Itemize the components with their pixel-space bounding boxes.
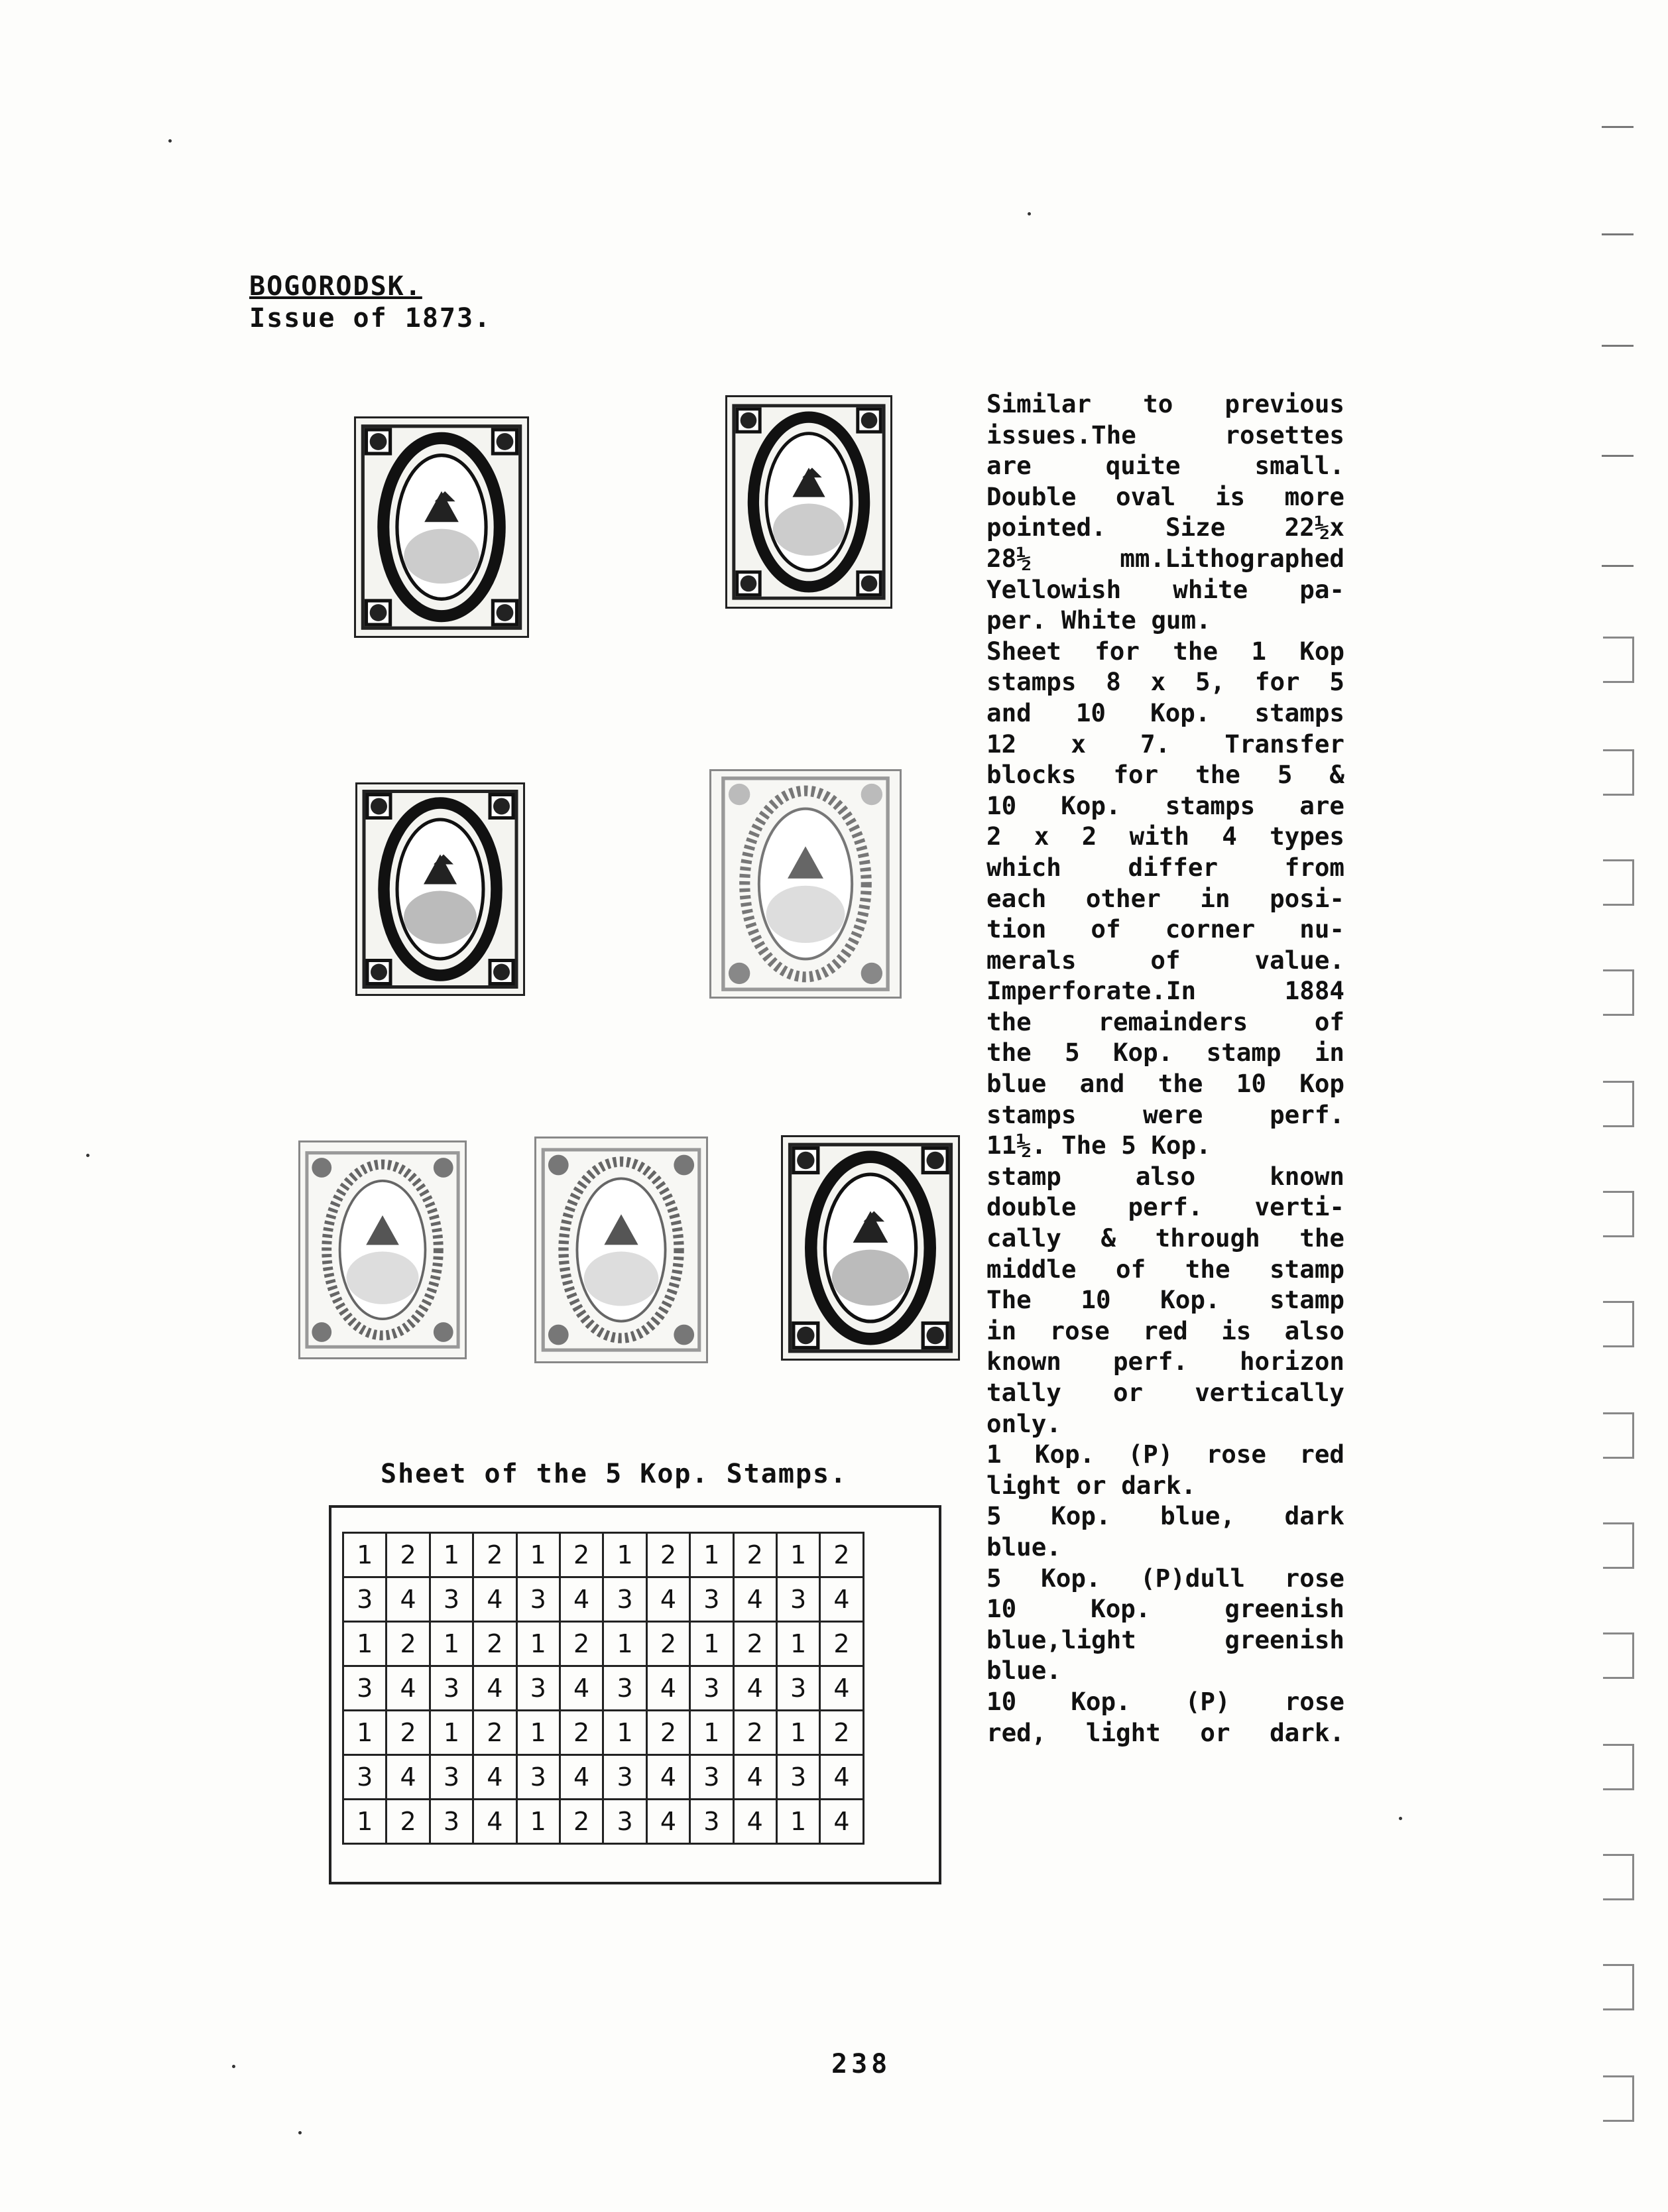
sheet-cell: 4 — [387, 1577, 430, 1622]
sheet-cell: 3 — [690, 1755, 733, 1800]
sheet-cell: 3 — [603, 1577, 646, 1622]
description-line: 11½. The 5 Kop. — [986, 1131, 1211, 1160]
sheet-cell: 4 — [473, 1577, 516, 1622]
scan-speck — [232, 2065, 235, 2068]
margin-tab — [1603, 969, 1634, 1016]
sheet-cell: 2 — [560, 1800, 603, 1844]
description-line: blue and the 10 Kop — [986, 1069, 1344, 1099]
margin-tab — [1603, 1854, 1634, 1900]
sheet-cell: 3 — [603, 1755, 646, 1800]
margin-tab — [1603, 1964, 1634, 2010]
description-line: the remainders of — [986, 1007, 1344, 1036]
margin-tick — [1602, 565, 1634, 567]
sheet-cell: 1 — [516, 1533, 560, 1577]
sheet-cell: 3 — [430, 1666, 473, 1711]
description-line: blue. — [986, 1532, 1061, 1562]
stamp-10-kop-c-illustration — [783, 1137, 958, 1359]
description-line: only. — [986, 1408, 1061, 1438]
sheet-cell: 3 — [343, 1755, 387, 1800]
description-line: The 10 Kop. stamp — [986, 1285, 1344, 1315]
sheet-cell: 4 — [646, 1666, 689, 1711]
stamp-image-5-kop-b — [709, 769, 902, 999]
stamp-image-10-kop-b — [534, 1137, 708, 1363]
description-line: Sheet for the 1 Kop — [986, 636, 1344, 666]
sheet-cell: 2 — [820, 1622, 863, 1666]
description-line: 10 Kop. greenish — [986, 1594, 1344, 1624]
margin-tab — [1603, 749, 1634, 796]
margin-tab — [1603, 1412, 1634, 1459]
sheet-cell: 3 — [603, 1800, 646, 1844]
sheet-cell: 1 — [776, 1800, 819, 1844]
sheet-cell: 2 — [387, 1711, 430, 1755]
stamp-5-kop-b-illustration — [711, 771, 900, 997]
sheet-cell: 2 — [560, 1711, 603, 1755]
margin-tab — [1603, 2075, 1634, 2122]
description-line: each other in posi- — [986, 883, 1344, 913]
sheet-cell: 3 — [343, 1666, 387, 1711]
scan-speck — [168, 139, 172, 143]
heading-block — [249, 271, 491, 334]
scan-speck — [86, 1154, 89, 1157]
sheet-cell: 2 — [733, 1533, 776, 1577]
description-line: the 5 Kop. stamp in — [986, 1038, 1344, 1068]
sheet-row — [343, 1666, 864, 1711]
sheet-cell: 4 — [560, 1666, 603, 1711]
scan-speck — [1028, 212, 1031, 215]
description-line: Double oval is more — [986, 481, 1344, 511]
sheet-cell: 4 — [646, 1800, 689, 1844]
scan-speck — [1399, 1817, 1402, 1820]
scan-speck — [298, 2131, 302, 2134]
sheet-cell: 1 — [343, 1800, 387, 1844]
sheet-row — [343, 1622, 864, 1666]
sheet-cell: 3 — [343, 1577, 387, 1622]
page-subtitle: Issue of 1873. — [249, 303, 492, 334]
margin-tab — [1603, 1301, 1634, 1347]
margin-tick — [1602, 455, 1634, 457]
description-line: 1 Kop. (P) rose red — [986, 1440, 1344, 1469]
description-line: blue,light greenish — [986, 1625, 1344, 1654]
sheet-cell: 4 — [646, 1577, 689, 1622]
sheet-cell: 3 — [430, 1800, 473, 1844]
sheet-cell: 1 — [516, 1711, 560, 1755]
description-line: red, light or dark. — [986, 1717, 1344, 1747]
description-line: which differ from — [986, 852, 1344, 882]
sheet-cell: 2 — [473, 1533, 516, 1577]
sheet-row — [343, 1577, 864, 1622]
sheet-cell: 2 — [733, 1711, 776, 1755]
sheet-cell: 1 — [776, 1622, 819, 1666]
description-line: 12 x 7. Transfer — [986, 729, 1344, 759]
sheet-cell: 3 — [516, 1666, 560, 1711]
sheet-cell: 3 — [430, 1577, 473, 1622]
description-line: stamp also known — [986, 1161, 1344, 1191]
sheet-cell: 4 — [473, 1800, 516, 1844]
stamp-10-kop-b-illustration — [536, 1138, 706, 1361]
description-line: issues.The rosettes — [986, 420, 1344, 450]
description-line: 10 Kop. stamps are — [986, 790, 1344, 820]
description-line: in rose red is also — [986, 1316, 1344, 1345]
sheet-cell: 2 — [387, 1622, 430, 1666]
sheet-cell: 4 — [646, 1755, 689, 1800]
sheet-cell: 1 — [343, 1622, 387, 1666]
sheet-cell: 3 — [776, 1666, 819, 1711]
sheet-cell: 2 — [387, 1800, 430, 1844]
page-title: BOGORODSK. — [249, 271, 422, 302]
sheet-cell: 1 — [603, 1711, 646, 1755]
sheet-cell: 4 — [733, 1755, 776, 1800]
margin-tab — [1603, 1081, 1634, 1127]
description-line: and 10 Kop. stamps — [986, 698, 1344, 727]
sheet-cell: 1 — [603, 1533, 646, 1577]
description-line: 5 Kop. blue, dark — [986, 1501, 1344, 1531]
stamp-1-kop-b-illustration — [727, 397, 890, 607]
sheet-cell: 1 — [430, 1711, 473, 1755]
description-line: known perf. horizon — [986, 1347, 1344, 1377]
description-line: middle of the stamp — [986, 1254, 1344, 1284]
description-line: blue. — [986, 1656, 1061, 1686]
sheet-cell: 3 — [690, 1800, 733, 1844]
sheet-cell: 1 — [516, 1800, 560, 1844]
stamp-1-kop-a-illustration — [356, 418, 527, 636]
sheet-cell: 2 — [646, 1711, 689, 1755]
description-line: Similar to previous — [986, 389, 1344, 418]
margin-tab — [1603, 637, 1634, 683]
sheet-cell: 3 — [430, 1755, 473, 1800]
sheet-cell: 1 — [603, 1622, 646, 1666]
sheet-cell: 1 — [690, 1711, 733, 1755]
margin-tab — [1603, 1191, 1634, 1237]
sheet-cell: 1 — [690, 1622, 733, 1666]
sheet-cell: 1 — [516, 1622, 560, 1666]
sheet-cell: 3 — [603, 1666, 646, 1711]
stamp-image-5-kop-a — [355, 782, 525, 996]
page-number: 238 — [831, 2049, 892, 2079]
sheet-cell: 2 — [473, 1622, 516, 1666]
stamp-5-kop-a-illustration — [357, 784, 523, 994]
sheet-cell: 4 — [820, 1800, 863, 1844]
sheet-cell: 2 — [646, 1622, 689, 1666]
sheet-cell: 2 — [820, 1533, 863, 1577]
description-line: cally & through the — [986, 1223, 1344, 1253]
sheet-cell: 4 — [473, 1755, 516, 1800]
description-line: per. White gum. — [986, 605, 1211, 635]
sheet-row — [343, 1711, 864, 1755]
margin-tab — [1603, 1744, 1634, 1790]
sheet-cell: 2 — [820, 1711, 863, 1755]
description-line: stamps 8 x 5, for 5 — [986, 667, 1344, 697]
sheet-cell: 4 — [387, 1666, 430, 1711]
stamp-image-1-kop-a — [354, 416, 529, 638]
sheet-cell: 4 — [733, 1800, 776, 1844]
sheet-cell: 4 — [733, 1666, 776, 1711]
sheet-cell: 3 — [776, 1755, 819, 1800]
sheet-cell: 1 — [343, 1533, 387, 1577]
sheet-cell: 4 — [387, 1755, 430, 1800]
sheet-cell: 4 — [473, 1666, 516, 1711]
sheet-row — [343, 1755, 864, 1800]
description-line: tion of corner nu- — [986, 914, 1344, 944]
sheet-cell: 3 — [690, 1666, 733, 1711]
margin-tab — [1603, 1522, 1634, 1569]
description-line: light or dark. — [986, 1470, 1197, 1500]
sheet-cell: 4 — [820, 1755, 863, 1800]
sheet-layout-table — [342, 1532, 864, 1845]
stamp-image-10-kop-c — [781, 1135, 960, 1361]
sheet-cell: 4 — [560, 1755, 603, 1800]
sheet-cell: 2 — [560, 1622, 603, 1666]
stamp-image-1-kop-b — [725, 395, 892, 609]
binding-margin — [1602, 0, 1668, 2212]
description-line: Yellowish white pa- — [986, 574, 1344, 604]
sheet-caption: Sheet of the 5 Kop. Stamps. — [381, 1459, 848, 1489]
description-line: blocks for the 5 & — [986, 760, 1344, 790]
sheet-cell: 4 — [820, 1577, 863, 1622]
sheet-cell: 2 — [387, 1533, 430, 1577]
sheet-cell: 1 — [343, 1711, 387, 1755]
sheet-cell: 1 — [776, 1711, 819, 1755]
sheet-cell: 2 — [560, 1533, 603, 1577]
sheet-cell: 2 — [646, 1533, 689, 1577]
margin-tick — [1602, 126, 1634, 128]
margin-tick — [1602, 345, 1634, 347]
margin-tab — [1603, 1632, 1634, 1679]
description-line: pointed. Size 22½x — [986, 513, 1344, 542]
sheet-cell: 3 — [516, 1755, 560, 1800]
description-line: stamps were perf. — [986, 1099, 1344, 1129]
sheet-cell: 1 — [690, 1533, 733, 1577]
sheet-cell: 1 — [776, 1533, 819, 1577]
sheet-cell: 4 — [733, 1577, 776, 1622]
sheet-cell: 3 — [776, 1577, 819, 1622]
description-line: 10 Kop. (P) rose — [986, 1686, 1344, 1716]
description-line: 2 x 2 with 4 types — [986, 822, 1344, 851]
stamp-10-kop-a-illustration — [300, 1142, 465, 1357]
description-line: Imperforate.In 1884 — [986, 976, 1344, 1006]
sheet-cell: 3 — [690, 1577, 733, 1622]
description-line: merals of value. — [986, 945, 1344, 975]
sheet-cell: 3 — [516, 1577, 560, 1622]
description-line: are quite small. — [986, 451, 1344, 481]
description-line: tally or vertically — [986, 1378, 1344, 1407]
description-text — [986, 389, 1344, 1748]
sheet-cell: 2 — [733, 1622, 776, 1666]
sheet-cell: 4 — [820, 1666, 863, 1711]
sheet-cell: 2 — [473, 1711, 516, 1755]
sheet-row — [343, 1800, 864, 1844]
sheet-cell: 4 — [560, 1577, 603, 1622]
stamp-image-10-kop-a — [298, 1140, 467, 1359]
margin-tick — [1602, 233, 1634, 235]
description-line: 5 Kop. (P)dull rose — [986, 1563, 1344, 1593]
description-line: 28½ mm.Lithographed — [986, 543, 1344, 573]
description-line: double perf. verti- — [986, 1192, 1344, 1222]
margin-tab — [1603, 859, 1634, 906]
sheet-cell: 1 — [430, 1533, 473, 1577]
sheet-cell: 1 — [430, 1622, 473, 1666]
sheet-row — [343, 1533, 864, 1577]
